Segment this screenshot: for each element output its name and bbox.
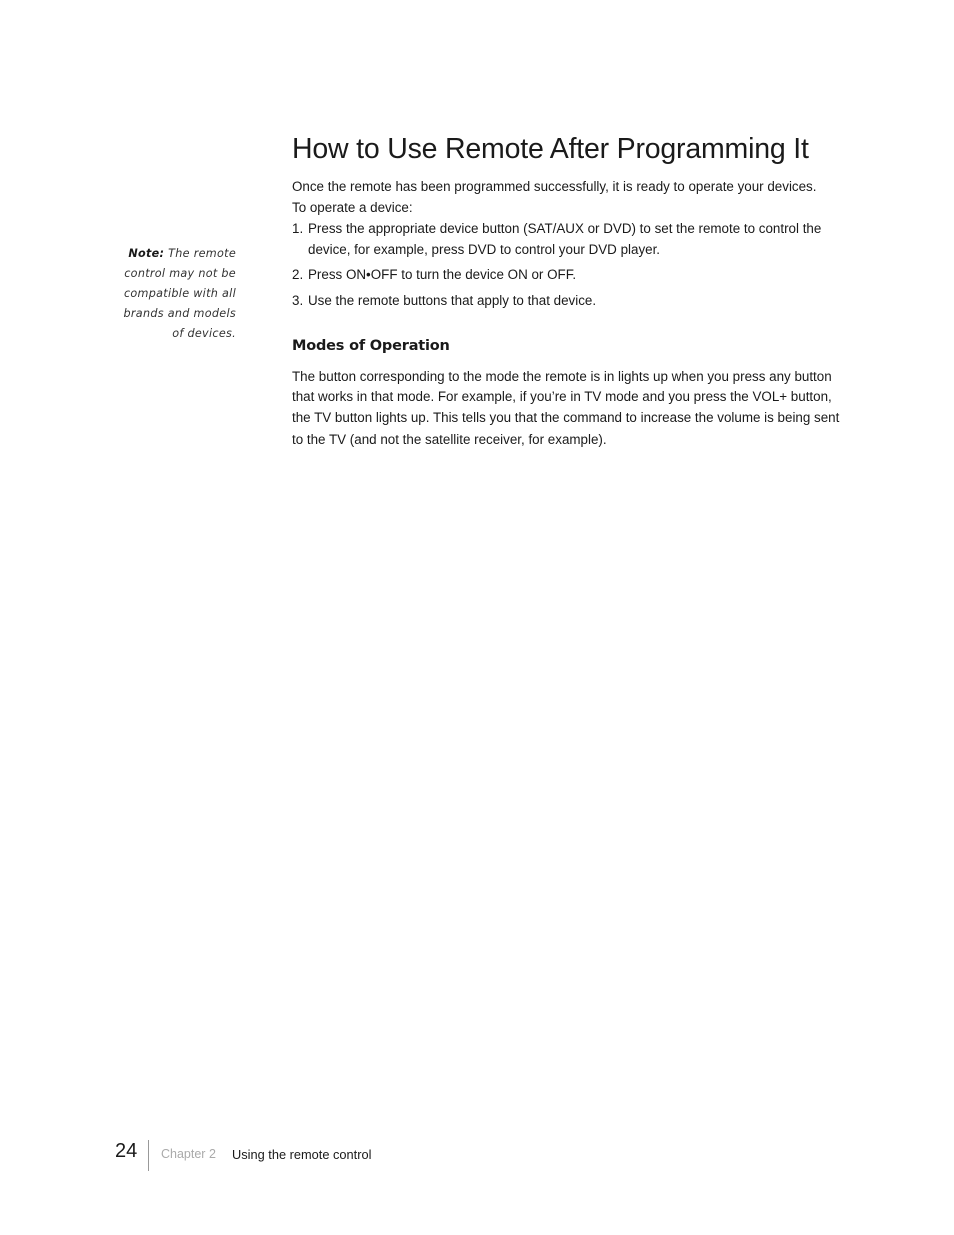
list-item-text: Press ON•OFF to turn the device ON or OFF. <box>308 267 577 282</box>
list-item-number: 2. <box>292 267 304 282</box>
list-item-text: Press the appropriate device button (SAT/AUX or DVD) to set the remote to control the <box>308 221 822 236</box>
note-line: compatible with all <box>123 287 236 300</box>
paragraph-line: to the TV (and not the satellite receiver, for example). <box>292 432 607 447</box>
note-line: of devices. <box>172 327 236 340</box>
section-heading: Modes of Operation <box>292 338 450 354</box>
list-item <box>292 264 576 285</box>
list-item <box>292 290 596 311</box>
paragraph-line: the TV button lights up. This tells you that the command to increase the volume is being sent <box>292 410 840 425</box>
footer-chapter: Chapter 2 <box>161 1147 216 1161</box>
page-title: How to Use Remote After Programming It <box>292 133 809 165</box>
page-number: 24 <box>115 1140 138 1162</box>
list-item <box>292 218 821 260</box>
footer-section-title: Using the remote control <box>232 1147 372 1162</box>
sidebar-note <box>110 244 236 344</box>
note-line <box>110 244 236 264</box>
note-text: The remote <box>168 247 236 260</box>
note-line: control may not be <box>124 267 236 280</box>
intro-text-2: To operate a device: <box>292 200 413 215</box>
list-item-text-continued: device, for example, press DVD to control your DVD player. <box>308 242 661 257</box>
paragraph-line: The button corresponding to the mode the remote is in lights up when you press any button <box>292 369 832 384</box>
list-item-number: 1. <box>292 221 304 236</box>
intro-text: Once the remote has been programmed successfully, it is ready to operate your devices. <box>292 179 817 194</box>
list-item-number: 3. <box>292 293 304 308</box>
note-label: Note: <box>128 247 165 260</box>
footer-divider <box>148 1140 149 1171</box>
paragraph-line: that works in that mode. For example, if you’re in TV mode and you press the VOL+ button, <box>292 389 832 404</box>
list-item-text: Use the remote buttons that apply to that device. <box>308 293 597 308</box>
note-line: brands and models <box>123 307 236 320</box>
